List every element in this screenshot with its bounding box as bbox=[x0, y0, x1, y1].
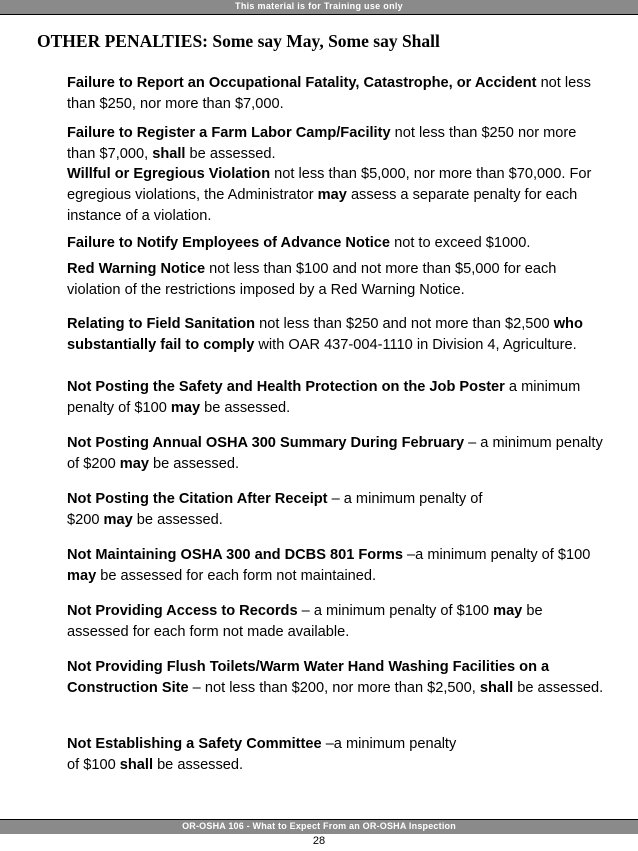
penalty-text: be assessed for each form not made available. bbox=[67, 603, 543, 640]
penalty-emphasis: may bbox=[119, 456, 149, 472]
penalty-text: – not less than $200, nor more than $2,500, bbox=[188, 680, 480, 696]
penalty-emphasis: shall bbox=[119, 757, 154, 773]
penalty-text: be assessed. bbox=[200, 400, 291, 416]
penalty-text: not less than $250 and not more than $2,500 bbox=[255, 316, 554, 332]
penalty-item bbox=[67, 314, 607, 356]
penalty-text: be assessed for each form not maintained. bbox=[96, 568, 377, 584]
header-banner bbox=[0, 0, 638, 15]
penalty-text: not less than $250 nor more than $7,000, bbox=[67, 125, 577, 162]
penalty-item bbox=[67, 489, 507, 531]
penalty-text: not less than $100 and not more than $5,000 for each violation of the restrictions imposed by a Red Warning Notice. bbox=[67, 261, 557, 298]
penalty-heading: Red Warning Notice bbox=[67, 261, 206, 277]
penalty-heading: Not Posting the Safety and Health Protection on the Job Poster bbox=[67, 379, 505, 395]
penalty-heading: Not Posting the Citation After Receipt bbox=[67, 491, 328, 507]
penalty-text: – a minimum penalty of $200 bbox=[67, 435, 603, 472]
penalty-emphasis: may bbox=[170, 400, 201, 416]
penalty-emphasis: may bbox=[317, 187, 347, 203]
penalty-text: be assessed. bbox=[148, 456, 240, 472]
penalty-text: be assessed. bbox=[132, 512, 223, 528]
penalty-item bbox=[67, 657, 607, 699]
penalty-emphasis: shall bbox=[479, 680, 514, 696]
penalty-emphasis: may bbox=[67, 568, 97, 584]
penalty-text: with OAR 437-004-1110 in Division 4, Agriculture. bbox=[254, 337, 577, 353]
penalty-text: not less than $250, nor more than $7,000. bbox=[67, 75, 591, 112]
penalty-item bbox=[67, 259, 607, 301]
penalty-emphasis: who substantially fail to comply bbox=[67, 316, 583, 353]
penalty-heading: Relating to Field Sanitation bbox=[67, 316, 256, 332]
penalty-heading: Failure to Notify Employees of Advance Notice bbox=[67, 235, 391, 251]
penalty-text: – a minimum penalty of $200 bbox=[67, 491, 483, 528]
penalty-text: –a minimum penalty of $100 bbox=[67, 736, 457, 773]
penalty-emphasis: shall bbox=[152, 146, 186, 162]
header-banner-text: This material is for Training use only bbox=[235, 1, 403, 11]
penalty-heading: Not Providing Flush Toilets/Warm Water Hand Washing Facilities on a Construction Site bbox=[67, 659, 550, 696]
penalty-text: assess a separate penalty for each instance of a violation. bbox=[67, 187, 578, 224]
penalty-item bbox=[67, 123, 607, 165]
penalty-text: not to exceed $1000. bbox=[390, 235, 531, 251]
penalty-emphasis: may bbox=[103, 512, 133, 528]
penalty-item bbox=[67, 433, 607, 475]
penalty-heading: Not Establishing a Safety Committee bbox=[67, 736, 322, 752]
page-number: 28 bbox=[312, 835, 326, 847]
penalty-heading: Not Providing Access to Records bbox=[67, 603, 298, 619]
penalty-text: be assessed. bbox=[185, 146, 276, 162]
penalty-text: be assessed. bbox=[513, 680, 604, 696]
footer-banner-text: OR-OSHA 106 - What to Expect From an OR-OSHA Inspection bbox=[182, 821, 456, 831]
penalty-heading: Not Posting Annual OSHA 300 Summary During February bbox=[67, 435, 465, 451]
penalty-text: –a minimum penalty of $100 bbox=[402, 547, 591, 563]
penalty-heading: Failure to Register a Farm Labor Camp/Facility bbox=[67, 125, 391, 141]
penalty-heading: Not Maintaining OSHA 300 and DCBS 801 Forms bbox=[67, 547, 403, 563]
page-title: OTHER PENALTIES: Some say May, Some say Shall bbox=[37, 31, 440, 51]
penalty-item bbox=[67, 233, 607, 254]
footer-banner bbox=[0, 819, 638, 834]
penalty-text: a minimum penalty of $100 bbox=[67, 379, 581, 416]
penalty-item bbox=[67, 734, 467, 776]
penalty-text: not less than $5,000, nor more than $70,000. For egregious violations, the Administrator bbox=[67, 166, 592, 203]
penalty-item bbox=[67, 377, 607, 419]
penalty-item bbox=[67, 545, 607, 587]
penalty-item bbox=[67, 164, 607, 227]
penalty-text: be assessed. bbox=[153, 757, 244, 773]
penalty-heading: Willful or Egregious Violation bbox=[67, 166, 271, 182]
penalty-text: – a minimum penalty of $100 bbox=[297, 603, 494, 619]
penalty-item bbox=[67, 601, 607, 643]
penalty-heading: Failure to Report an Occupational Fatality, Catastrophe, or Accident bbox=[67, 75, 537, 91]
penalty-item bbox=[67, 73, 607, 115]
penalty-emphasis: may bbox=[493, 603, 523, 619]
